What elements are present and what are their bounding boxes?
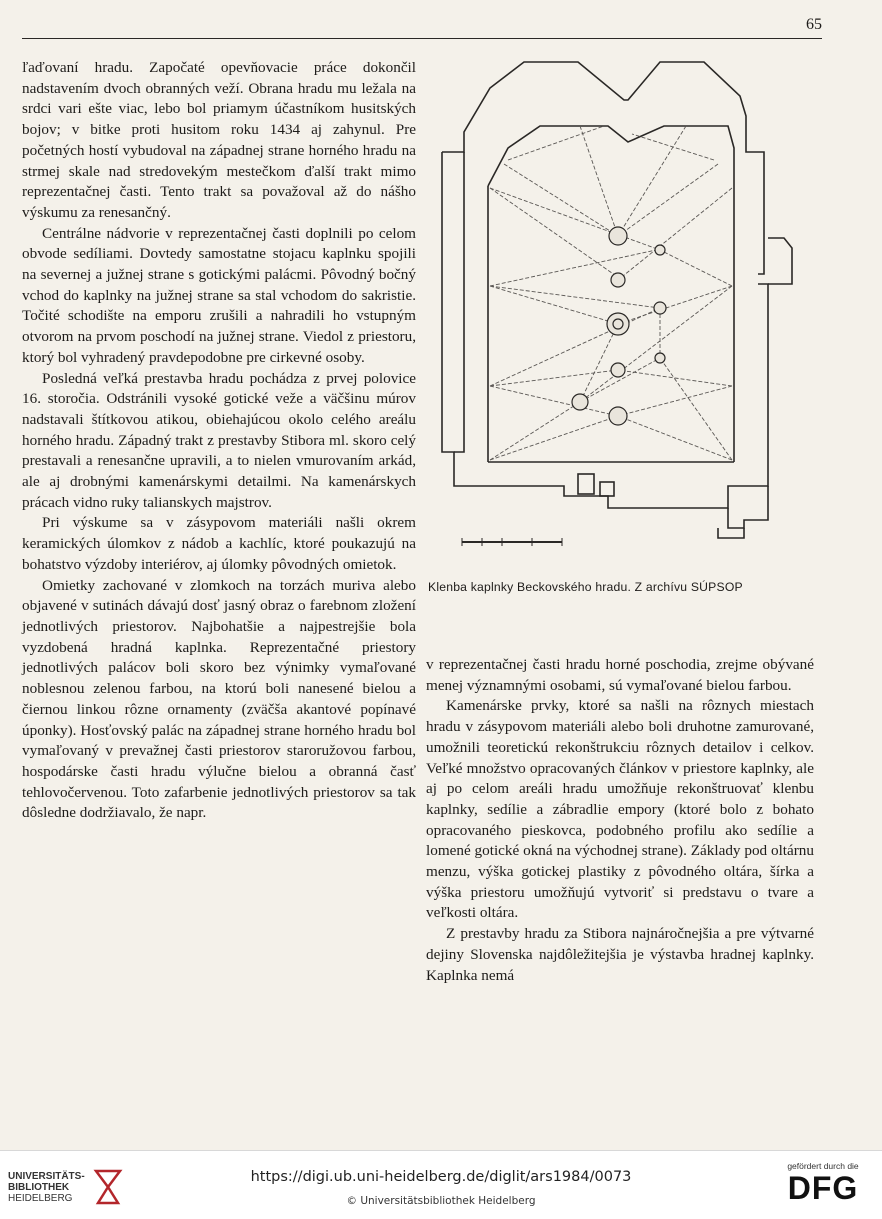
library-name: UNIVERSITÄTS- BIBLIOTHEK HEIDELBERG: [8, 1171, 85, 1204]
funder-note: gefördert durch die: [787, 1161, 859, 1171]
header-rule: [22, 38, 822, 39]
chapel-vault-plan-figure: [428, 52, 820, 572]
dfg-logo[interactable]: [778, 1161, 868, 1205]
paragraph: v reprezentačnej časti hradu horné poschodia, zrejme obývané menej významnými osobami, sú vymaľované bielou farbou.: [426, 656, 814, 694]
copyright-notice: © Universitätsbibliothek Heidelberg: [346, 1195, 536, 1207]
paragraph: Posledná veľká prestavba hradu pochádza z prvej polovice 16. storočia. Odstránili vysoké gotické veže a väčšinu múrov nadstavali štítkovou atikou, obiehajúcou okolo celého areálu horného hradu. Západný trakt z prestavby Stibora ml. skoro celý prestavali a renesančne upravili, a to nielen vmurovaním arkád, ale aj drobnými kamenárskymi detailmi. Na kamenárskych prácach vidno ruky talianskych majstrov.: [22, 369, 416, 511]
paragraph: Omietky zachované v zlomkoch na torzách muriva alebo objavené v sutinách dávajú dosť jasný obraz o farebnom zložení jednotlivých priestorov. Najbohatšie a najpestrejšie bola vyzdobená hradná kaplnka. Reprezentačné priestory jednotlivých palácov boli skoro bez výnimky vymaľované noblesnou zelenou farbou, na ktorú boli nanesené bielou a čiernou linkou rôzne ornamenty (zväčša akantové popínavé úponky). Hosťovský palác na západnej strane horného hradu bol vymaľovaný v prevažnej časti priestorov staroružovou farbou, hospodárske časti hradu výlučne bielou a obranná časť tehlovočervenou. Toto zafarbenie jednotlivých priestorov sa tak dôsledne dodržiavalo, že napr.: [22, 576, 416, 822]
paragraph: ľaďovaní hradu. Započaté opevňovacie práce dokončil nadstavením dvoch obranných veží. Obrana hradu mu ležala na srdci vari ešte viac, lebo bol priamym účastníkom husitských bojov; v bitke proti husitom roku 1434 aj zahynul. Pre početných hostí vybudoval na západnej strane horného hradu na strmej skale nad stredovekým mestečkom ďalší trakt mimo reprezentačnej časti. Tento trakt sa považoval až do nášho výskumu za renesančný.: [22, 59, 416, 221]
left-text-column: [22, 58, 416, 824]
vault-plan-drawing: [428, 52, 820, 572]
paragraph: Kamenárske prvky, ktoré sa našli na rôznych miestach hradu v zásypovom materiáli alebo boli druhotne zamurované, umožnili teoretickú rekonštrukciu rôznych detailov i celkov. Veľké množstvo opracovaných článkov v priestore kaplnky, ale aj po celom areáli hradu umožňuje rekonštruovať klenbu kaplnky, sedílie a zábradlie empory (ktoré bolo z bohato opracovaného pieskovca, podobného profilu ako sedílie a lomené gotické okná na východnej strane). Základy pod oltárnu menzu, výška gotickej plastiky z pôvodného oltára, šírka a výška priestoru umožňujú vytvoriť si predstavu o tvare a veľkosti oltára.: [426, 697, 814, 922]
paragraph: Pri výskume sa v zásypovom materiáli našli okrem keramických úlomkov z nádob a kachlíc, ktoré poukazujú na bohatstvo výzdoby interiérov, aj úlomky pôvodných omietok.: [22, 514, 416, 573]
right-text-column: [426, 655, 814, 986]
paragraph: Centrálne nádvorie v reprezentačnej časti doplnili po celom obvode sedíliami. Dovtedy samostatne stojacu kaplnku spojili na severnej a južnej strane s gotickými palácmi. Pôvodný bočný vchod do kaplnky na južnej strane sa stal vchodom do sakristie. Točité schodište na emporu zrušili a nahradili ho vstupným otvorom na prvom poschodí na južnej strane. Viedol z priestoru, ktorý bol vyhradený pravdepodobne pre cirkevné osoby.: [22, 224, 416, 366]
dfg-wordmark: DFG: [787, 1170, 859, 1206]
figure-caption: Klenba kaplnky Beckovského hradu. Z archívu SÚPSOP: [428, 580, 743, 594]
page-number: 65: [806, 16, 822, 33]
paragraph: Z prestavby hradu za Stibora najnáročnejšia a pre výtvarné dejiny Slovenska najdôležitejšia je výstavba hradnej kaplnky. Kaplnka nemá: [426, 925, 814, 984]
digitization-footer: [0, 1150, 882, 1219]
permalink-url[interactable]: https://digi.ub.uni-heidelberg.de/diglit/ars1984/0073: [250, 1169, 632, 1185]
